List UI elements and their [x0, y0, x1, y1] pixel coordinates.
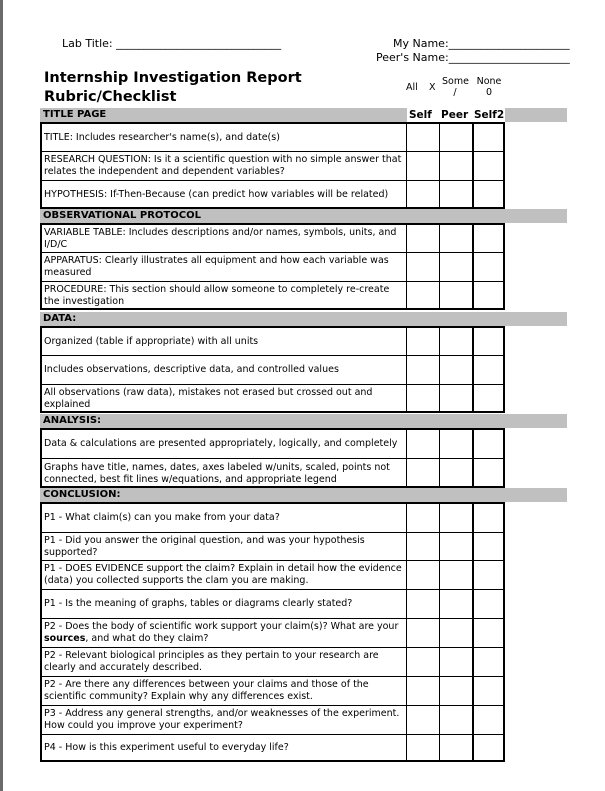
criterion-text: Data & calculations are presented appropriately, logically, and completely — [44, 438, 398, 449]
peer-score-cell[interactable] — [439, 282, 473, 310]
self-score-cell[interactable] — [406, 533, 440, 560]
peer-score-cell[interactable] — [439, 619, 473, 647]
table-row — [42, 385, 503, 413]
criterion-text: P4 - How is this experiment useful to everyday life? — [44, 741, 289, 753]
page-left-border — [0, 0, 3, 791]
peer-score-cell[interactable] — [439, 430, 473, 458]
peer-score-cell[interactable] — [439, 706, 473, 734]
self2-score-cell[interactable] — [472, 504, 505, 532]
document-title: Internship Investigation Report — [44, 70, 302, 86]
legend-some — [442, 76, 468, 98]
self2-score-cell[interactable] — [472, 677, 505, 705]
peer-score-cell[interactable] — [439, 225, 473, 252]
table-row — [42, 561, 503, 590]
self-score-cell[interactable] — [406, 677, 440, 705]
criterion-text: APPARATUS: Clearly illustrates all equipment and how each variable was measured — [44, 255, 389, 278]
self-score-cell[interactable] — [406, 253, 440, 281]
peer-name-line[interactable]: ______________________ — [448, 51, 570, 64]
section-header-observational-protocol: OBSERVATIONAL PROTOCOL — [40, 209, 567, 223]
col-header-self2: Self2 — [474, 109, 505, 121]
self-score-cell[interactable] — [406, 124, 440, 151]
peer-score-cell[interactable] — [439, 735, 473, 760]
peer-name-field — [376, 52, 570, 64]
self2-score-cell[interactable] — [472, 225, 505, 252]
peer-score-cell[interactable] — [439, 504, 473, 532]
self2-score-cell[interactable] — [472, 561, 505, 589]
section-header-analysis: ANALYSIS: — [40, 414, 567, 428]
self2-score-cell[interactable] — [472, 619, 505, 647]
section-header-title-page: TITLE PAGE — [40, 108, 407, 122]
self-score-cell[interactable] — [406, 735, 440, 760]
self2-score-cell[interactable] — [472, 590, 505, 618]
table-row — [42, 152, 503, 181]
peer-score-cell[interactable] — [439, 677, 473, 705]
data-table — [40, 326, 505, 413]
criterion-text: VARIABLE TABLE: Includes descriptions and/or names, symbols, units, and I/D/C — [44, 226, 397, 250]
peer-score-cell[interactable] — [439, 152, 473, 180]
self2-score-cell[interactable] — [472, 124, 505, 151]
self2-score-cell[interactable] — [472, 181, 505, 209]
peer-score-cell[interactable] — [439, 385, 473, 413]
legend-none-label: None — [476, 76, 502, 87]
self2-score-cell[interactable] — [472, 253, 505, 281]
table-row — [42, 430, 503, 459]
peer-score-cell[interactable] — [439, 181, 473, 209]
sources-emphasis: sources — [44, 633, 86, 644]
table-row — [42, 590, 503, 619]
table-row — [42, 253, 503, 282]
self-score-cell[interactable] — [406, 459, 440, 488]
self-score-cell[interactable] — [406, 152, 440, 180]
self-score-cell[interactable] — [406, 619, 440, 647]
my-name-field — [393, 38, 570, 50]
my-name-label: My Name: — [393, 37, 449, 50]
title-page-table — [40, 122, 505, 209]
criterion-text: P2 - Relevant biological principles as they pertain to your research are clearly and accurately described. — [44, 650, 379, 673]
lab-title-field — [62, 38, 281, 50]
self2-score-cell[interactable] — [472, 533, 505, 560]
criterion-text: P1 - Is the meaning of graphs, tables or diagrams clearly stated? — [44, 598, 353, 609]
legend-all: All — [406, 82, 418, 93]
criterion-text: Includes observations, descriptive data, and controlled values — [44, 364, 339, 375]
peer-score-cell[interactable] — [439, 124, 473, 151]
criterion-text-sources: P2 - Does the body of scientific work support your claim(s)? What are your sources, and what do they claim? — [44, 621, 399, 644]
peer-score-cell[interactable] — [439, 533, 473, 560]
legend-none-symbol: 0 — [485, 87, 493, 98]
self-score-cell[interactable] — [406, 590, 440, 618]
section-header-conclusion: CONCLUSION: — [40, 488, 567, 502]
table-row — [42, 677, 503, 706]
criterion-text: Graphs have title, names, dates, axes labeled w/units, scaled, points not connected, best fit lines w/equations, and appropriate legend — [44, 461, 390, 485]
criterion-text: P1 - DOES EVIDENCE support the claim? Explain in detail how the evidence (data) you collected supports the clam you are making. — [44, 563, 402, 586]
peer-score-cell[interactable] — [439, 561, 473, 589]
legend-some-symbol: / — [453, 87, 457, 98]
col-header-peer: Peer — [441, 109, 469, 121]
section-header-data: DATA: — [40, 312, 567, 326]
table-row — [42, 282, 503, 310]
my-name-line[interactable]: ______________________ — [448, 37, 570, 50]
criterion-text — [44, 619, 404, 647]
criterion-text: P2 - Are there any differences between your claims and those of the scientific community? Explain why any differences exist. — [44, 679, 369, 702]
header-band-right — [505, 108, 567, 122]
peer-score-cell[interactable] — [439, 590, 473, 618]
table-row — [42, 328, 503, 356]
col-header-self: Self — [409, 109, 432, 121]
table-row — [42, 619, 503, 648]
peer-score-cell[interactable] — [439, 648, 473, 676]
table-row — [42, 124, 503, 152]
peer-score-cell[interactable] — [439, 356, 473, 384]
legend-some-label: Some — [442, 76, 469, 87]
self-score-cell[interactable] — [406, 328, 440, 355]
table-row — [42, 735, 503, 760]
peer-score-cell[interactable] — [439, 459, 473, 488]
criterion-text: HYPOTHESIS: If-Then-Because (can predict how variables will be related) — [44, 189, 389, 200]
criterion-text: All observations (raw data), mistakes not erased but crossed out and explained — [44, 387, 373, 410]
self2-score-cell[interactable] — [472, 152, 505, 180]
self2-score-cell[interactable] — [472, 356, 505, 384]
lab-title-line[interactable]: ______________________________ — [116, 37, 282, 50]
self2-score-cell[interactable] — [472, 282, 505, 310]
self-score-cell[interactable] — [406, 430, 440, 458]
self2-score-cell[interactable] — [472, 328, 505, 355]
criterion-text: PROCEDURE: This section should allow someone to completely re-create the investigation — [44, 284, 390, 307]
lab-title-label: Lab Title: — [62, 37, 113, 50]
table-row — [42, 459, 503, 488]
table-row — [42, 504, 503, 533]
self-score-cell[interactable] — [406, 561, 440, 589]
criterion-text: Organized (table if appropriate) with all units — [44, 335, 259, 347]
peer-score-cell[interactable] — [439, 253, 473, 281]
self-score-cell[interactable] — [406, 504, 440, 532]
table-row — [42, 225, 503, 253]
table-row — [42, 648, 503, 677]
legend-x: X — [429, 82, 436, 93]
self2-score-cell[interactable] — [472, 459, 505, 488]
self2-score-cell[interactable] — [472, 706, 505, 734]
criterion-text: RESEARCH QUESTION: Is it a scientific question with no simple answer that relates the independent and dependent variables? — [44, 154, 402, 177]
self-score-cell[interactable] — [406, 706, 440, 734]
analysis-table — [40, 428, 505, 488]
self-score-cell[interactable] — [406, 385, 440, 413]
criterion-text: P3 - Address any general strengths, and/or weaknesses of the experiment. How could you improve your experiment? — [44, 708, 400, 731]
self2-score-cell[interactable] — [472, 735, 505, 760]
self-score-cell[interactable] — [406, 356, 440, 384]
table-row — [42, 533, 503, 561]
self-score-cell[interactable] — [406, 181, 440, 209]
table-row — [42, 356, 503, 385]
self2-score-cell[interactable] — [472, 385, 505, 413]
table-row — [42, 706, 503, 735]
self2-score-cell[interactable] — [472, 648, 505, 676]
legend-none — [476, 76, 502, 98]
criterion-text: TITLE: Includes researcher's name(s), and date(s) — [44, 131, 280, 143]
self-score-cell[interactable] — [406, 282, 440, 310]
table-row — [42, 181, 503, 209]
observational-protocol-table — [40, 223, 505, 310]
conclusion-table — [40, 502, 505, 762]
self-score-cell[interactable] — [406, 225, 440, 252]
document-subtitle: Rubric/Checklist — [44, 89, 177, 105]
criterion-text: P1 - Did you answer the original question, and was your hypothesis supported? — [44, 534, 365, 558]
self2-score-cell[interactable] — [472, 430, 505, 458]
criterion-text: P1 - What claim(s) can you make from your data? — [44, 512, 280, 523]
peer-name-label: Peer's Name: — [376, 51, 449, 64]
peer-score-cell[interactable] — [439, 328, 473, 355]
self-score-cell[interactable] — [406, 648, 440, 676]
